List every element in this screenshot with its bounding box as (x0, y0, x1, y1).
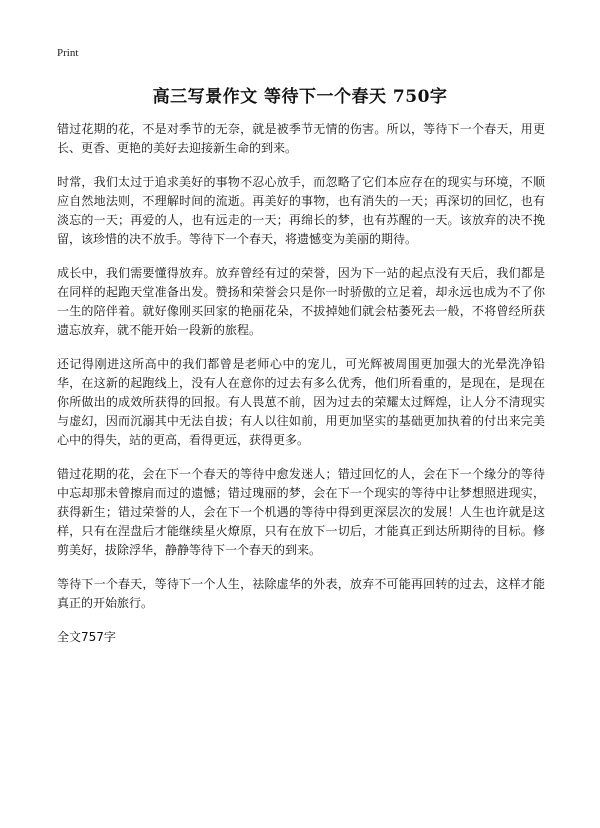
page-title: 高三写景作文 等待下一个春天 750字 (152, 87, 448, 107)
paragraph-1: 错过花期的花，不是对季节的无奈，就是被季节无情的伤害。所以，等待下一个春天，用更长、更香、更艳的美好去迎接新生命的到来。 (57, 122, 545, 155)
paragraph-3: 成长中，我们需要懂得放弃。放弃曾经有过的荣誉，因为下一站的起点没有天后，我们都是在同样的起跑天堂准备出发。赞扬和荣誉会只是你一时骄傲的立足着，却永远也成为不了你一生的陪伴着。就好像刚买回家的艳丽花朵，不拔掉她们就会枯萎死去一般，不将曾经所获遗忘放弃，就不能开始一段新的旅程。 (57, 266, 545, 337)
paragraph-2: 时常，我们太过于追求美好的事物不忍心放手，而忽略了它们本应存在的现实与环境，不顺应自然地法则，不理解时间的流逝。再美好的事物，也有消失的一天；再深切的回忆，也有淡忘的一天；再爱的人，也有远走的一天；再绵长的梦，也有苏醒的一天。该放弃的决不挽留，该珍惜的决不放手。等待下一个春天，将遗憾变为美丽的期待。 (57, 175, 545, 246)
article-body (57, 120, 545, 647)
paragraph-6: 等待下一个春天，等待下一个人生，祛除虚华的外表，放弃不可能再回转的过去，这样才能真正的开始旅行。 (57, 577, 545, 610)
print-link[interactable]: Print (57, 47, 79, 59)
paragraph-5: 错过花期的花，会在下一个春天的等待中愈发迷人；错过回忆的人，会在下一个缘分的等待中忘却那未曾擦肩而过的遗憾；错过瑰丽的梦，会在下一个现实的等待中让梦想照进现实，获得新生；错过荣誉的人，会在下一个机遇的等待中得到更深层次的发展！人生也许就是这样，只有在涅盘后才能继续星火燎原，只有在放下一切后，才能真正到达所期待的目标。修剪美好，拔除浮华，静静等待下一个春天的到来。 (57, 467, 545, 557)
paragraph-4: 还记得刚进这所高中的我们都曾是老师心中的宠儿，可光辉被周围更加强大的光晕洗净铅华，在这新的起跑线上，没有人在意你的过去有多么优秀，他们所看重的，是现在，是现在你所做出的成效所获得的回报。有人畏葸不前，因为过去的荣耀太过辉煌，让人分不清现实与虚幻，因而沉溺其中无法自拔；有人以往如前，用更加坚实的基础更加执着的付出来完美心中的得失，站的更高，看得更远，获得更多。 (57, 357, 545, 447)
word-count: 全文757字 (57, 630, 116, 644)
